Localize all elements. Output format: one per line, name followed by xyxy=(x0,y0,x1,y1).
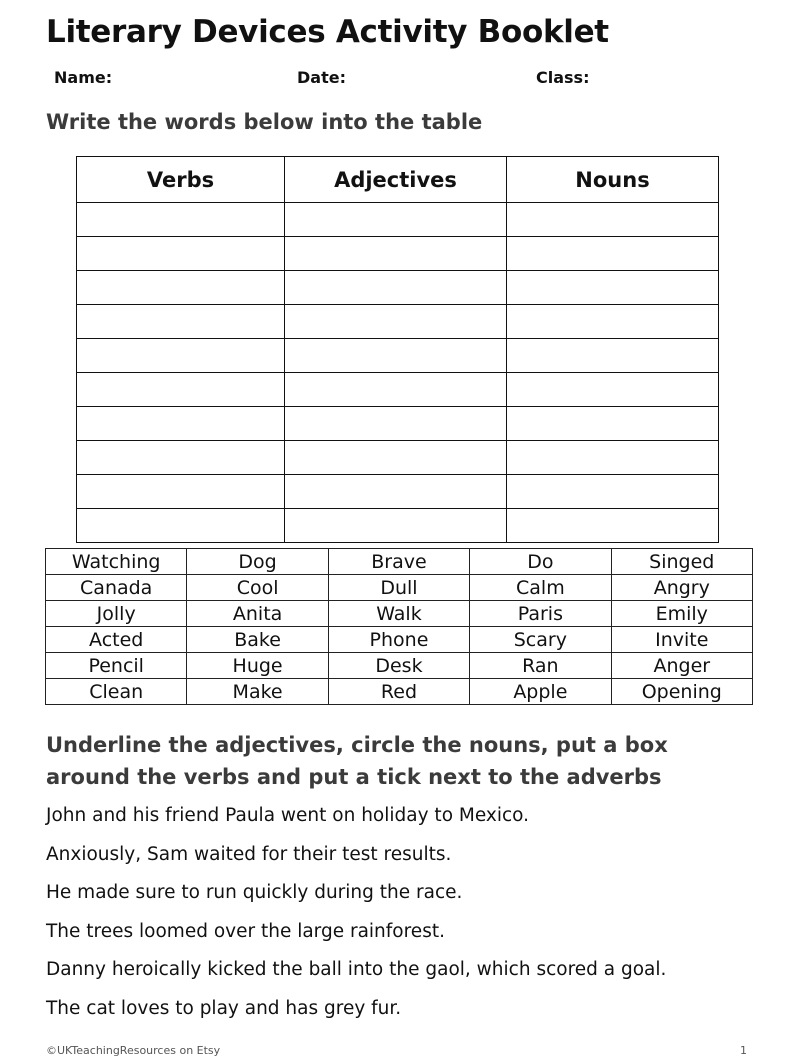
table-row xyxy=(46,627,753,653)
word-cell: Bake xyxy=(187,627,328,653)
date-field-label: Date: xyxy=(297,68,346,87)
table-row xyxy=(77,237,719,271)
blank-cell[interactable] xyxy=(507,271,719,305)
blank-cell[interactable] xyxy=(77,509,285,543)
word-cell: Apple xyxy=(470,679,611,705)
blank-cell[interactable] xyxy=(285,203,507,237)
sentence: Anxiously, Sam waited for their test results. xyxy=(46,843,452,865)
word-cell: Brave xyxy=(328,549,469,575)
sentence: The trees loomed over the large rainforest. xyxy=(46,920,445,942)
blank-cell[interactable] xyxy=(285,339,507,373)
blank-cell[interactable] xyxy=(507,407,719,441)
table-row xyxy=(46,679,753,705)
blank-cell[interactable] xyxy=(507,509,719,543)
blank-cell[interactable] xyxy=(77,373,285,407)
blank-cell[interactable] xyxy=(507,441,719,475)
word-cell: Opening xyxy=(611,679,752,705)
blank-cell[interactable] xyxy=(77,237,285,271)
word-cell: Anger xyxy=(611,653,752,679)
blank-cell[interactable] xyxy=(285,441,507,475)
word-cell: Emily xyxy=(611,601,752,627)
blank-cell[interactable] xyxy=(507,237,719,271)
word-cell: Huge xyxy=(187,653,328,679)
table-row xyxy=(77,407,719,441)
blank-cell[interactable] xyxy=(285,373,507,407)
word-cell: Singed xyxy=(611,549,752,575)
page-number: 1 xyxy=(740,1044,747,1057)
blank-cell[interactable] xyxy=(285,475,507,509)
blank-cell[interactable] xyxy=(77,475,285,509)
blank-cell[interactable] xyxy=(285,509,507,543)
word-cell: Jolly xyxy=(46,601,187,627)
name-field-label: Name: xyxy=(54,68,113,87)
blank-cell[interactable] xyxy=(77,407,285,441)
blank-cell[interactable] xyxy=(285,271,507,305)
table-row xyxy=(77,271,719,305)
page-title: Literary Devices Activity Booklet xyxy=(46,14,609,50)
column-header-adjectives: Adjectives xyxy=(285,157,507,203)
blank-cell[interactable] xyxy=(507,373,719,407)
word-cell: Desk xyxy=(328,653,469,679)
sentence: Danny heroically kicked the ball into the gaol, which scored a goal. xyxy=(46,959,667,980)
word-cell: Do xyxy=(470,549,611,575)
annotation-instruction xyxy=(46,729,746,793)
word-cell: Scary xyxy=(470,627,611,653)
blank-cell[interactable] xyxy=(507,203,719,237)
sentence: John and his friend Paula went on holiday to Mexico. xyxy=(46,805,530,826)
word-cell: Angry xyxy=(611,575,752,601)
blank-cell[interactable] xyxy=(507,339,719,373)
blank-cell[interactable] xyxy=(285,305,507,339)
table-row xyxy=(46,601,753,627)
sentence: He made sure to run quickly during the race. xyxy=(46,882,463,903)
word-cell: Pencil xyxy=(46,653,187,679)
sentence-list xyxy=(46,800,666,1031)
word-cell: Cool xyxy=(187,575,328,601)
instruction-line: Underline the adjectives, circle the nouns, put a box xyxy=(46,733,668,757)
copyright-footer: ©UKTeachingResources on Etsy xyxy=(46,1044,221,1057)
word-cell: Make xyxy=(187,679,328,705)
blank-cell[interactable] xyxy=(285,237,507,271)
blank-cell[interactable] xyxy=(77,305,285,339)
table-row xyxy=(77,441,719,475)
word-cell: Calm xyxy=(470,575,611,601)
word-cell: Invite xyxy=(611,627,752,653)
sentence: The cat loves to play and has grey fur. xyxy=(46,997,402,1019)
blank-cell[interactable] xyxy=(507,475,719,509)
table-row xyxy=(46,653,753,679)
sorting-instruction: Write the words below into the table xyxy=(46,110,483,134)
word-cell: Dog xyxy=(187,549,328,575)
word-cell: Watching xyxy=(46,549,187,575)
word-sorting-table xyxy=(76,156,719,543)
table-row xyxy=(77,509,719,543)
word-bank-table xyxy=(45,548,753,705)
blank-cell[interactable] xyxy=(77,339,285,373)
table-row xyxy=(77,203,719,237)
word-cell: Paris xyxy=(470,601,611,627)
column-header-nouns: Nouns xyxy=(507,157,719,203)
word-cell: Walk xyxy=(328,601,469,627)
blank-cell[interactable] xyxy=(77,441,285,475)
word-cell: Dull xyxy=(328,575,469,601)
table-row xyxy=(77,475,719,509)
table-row xyxy=(77,305,719,339)
table-row xyxy=(46,549,753,575)
word-cell: Clean xyxy=(46,679,187,705)
instruction-line: around the verbs and put a tick next to the adverbs xyxy=(46,765,662,789)
word-cell: Red xyxy=(328,679,469,705)
table-row xyxy=(77,339,719,373)
word-cell: Anita xyxy=(187,601,328,627)
word-cell: Canada xyxy=(46,575,187,601)
blank-cell[interactable] xyxy=(507,305,719,339)
class-field-label: Class: xyxy=(536,68,590,87)
table-row xyxy=(77,373,719,407)
word-cell: Ran xyxy=(470,653,611,679)
table-row xyxy=(46,575,753,601)
blank-cell[interactable] xyxy=(285,407,507,441)
word-cell: Phone xyxy=(328,627,469,653)
column-header-verbs: Verbs xyxy=(77,157,285,203)
blank-cell[interactable] xyxy=(77,203,285,237)
blank-cell[interactable] xyxy=(77,271,285,305)
word-cell: Acted xyxy=(46,627,187,653)
